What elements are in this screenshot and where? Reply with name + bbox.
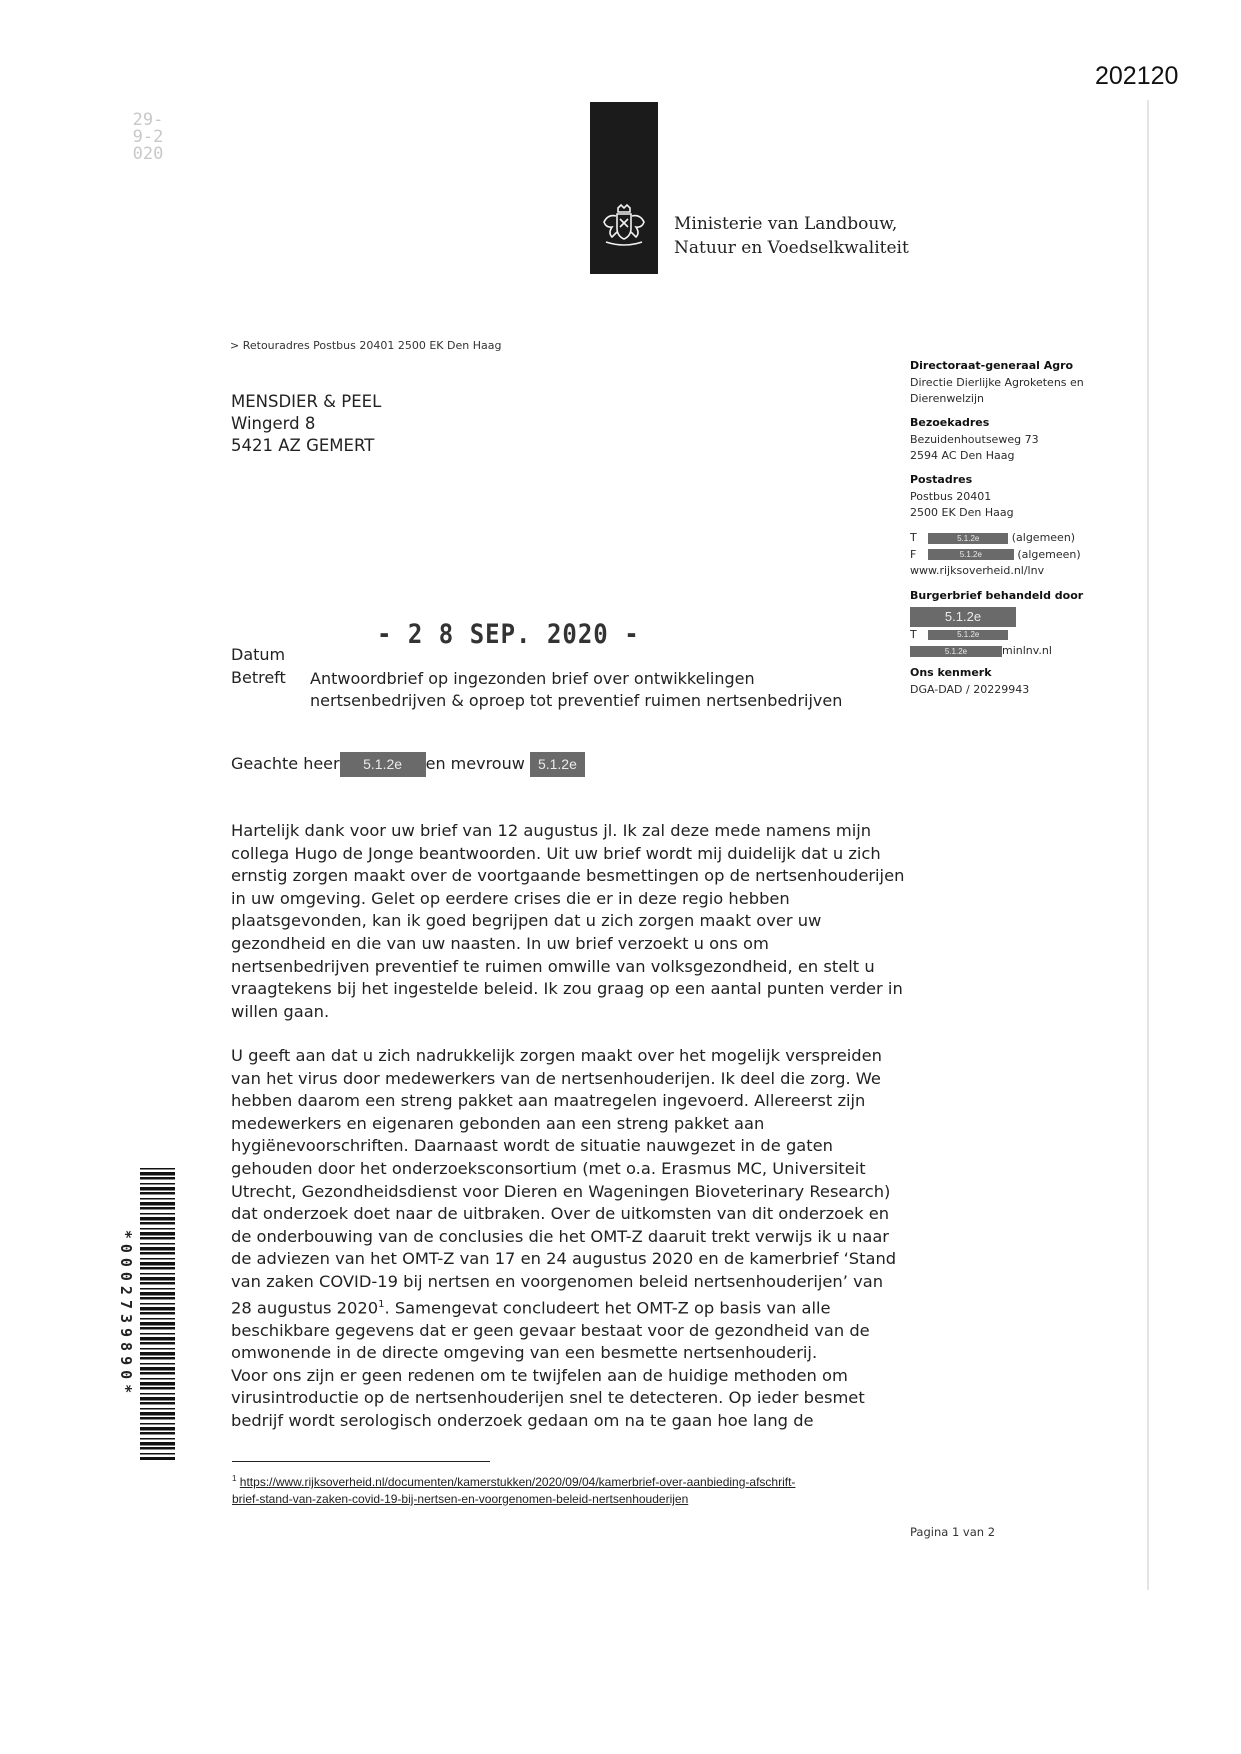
barcode-bar [140, 1243, 175, 1245]
recipient-address [231, 391, 381, 457]
p1-line: plaatsgevonden, kan ik goed begrijpen dat u zich zorgen maakt over uw [231, 911, 822, 931]
handler-phone-row [910, 627, 1150, 644]
sidebar-department [910, 358, 1150, 408]
barcode-bar [140, 1447, 175, 1450]
department-sub1: Directie Dierlijke Agroketens en [910, 375, 1084, 389]
visit-address-line2: 2594 AC Den Haag [910, 449, 1015, 462]
barcode-bar [140, 1228, 175, 1230]
postal-address-line2: 2500 EK Den Haag [910, 506, 1014, 519]
barcode-bar [140, 1438, 175, 1440]
crest-icon [598, 202, 650, 250]
p1-line: gezondheid en die van uw naasten. In uw brief verzoekt u ons om [231, 933, 769, 953]
barcode-bar [140, 1427, 175, 1431]
footnote-number: 1 [232, 1474, 237, 1483]
barcode-bar [140, 1192, 175, 1195]
barcode-bar [140, 1297, 175, 1300]
date-stamp: - 2 8 SEP. 2020 - [377, 618, 640, 650]
handled-by-title: Burgerbrief behandeld door [910, 589, 1084, 602]
salutation-part2: en mevrouw [425, 754, 525, 773]
p2-line: U geeft aan dat u zich nadrukkelijk zorgen maakt over het mogelijk verspreiden [231, 1046, 882, 1065]
betreft-label: Betreft [231, 668, 286, 687]
barcode-bar [140, 1307, 175, 1311]
fax-suffix: (algemeen) [1017, 547, 1081, 561]
barcode-bar [140, 1322, 175, 1326]
ministry-line2: Natuur en Voedselkwaliteit [674, 238, 909, 258]
fax-redaction: 5.1.2e [928, 549, 1014, 560]
p2-line-footnote-ref [231, 1294, 911, 1320]
department-title: Directoraat-generaal Agro [910, 359, 1074, 372]
sidebar-visit-address [910, 415, 1150, 465]
scan-edge-line [1147, 100, 1149, 1590]
barcode-bar [140, 1247, 175, 1251]
p1-line: willen gaan. [231, 1001, 330, 1021]
footnote-divider [232, 1461, 490, 1462]
betreft-line2: nertsenbedrijven & oproep tot preventief ruimen nertsenbedrijven [310, 691, 843, 710]
department-sub2: Dierenwelzijn [910, 392, 984, 405]
p1-line: collega Hugo de Jonge beantwoorden. Uit uw brief wordt mij duidelijk dat u zich [231, 843, 881, 863]
fax-prefix: F [910, 547, 917, 561]
barcode-bar [140, 1292, 175, 1296]
barcode-bar [140, 1267, 175, 1270]
barcode-bar [140, 1372, 175, 1375]
barcode-bar [140, 1252, 175, 1255]
barcode-bar [140, 1382, 175, 1386]
datum-label: Datum [231, 645, 286, 664]
p2-line: virusintroductie op de nertsenhouderijen snel te detecteren. Op ieder besmet [231, 1388, 865, 1408]
postal-address-title: Postadres [910, 473, 973, 486]
phone-redaction: 5.1.2e [928, 533, 1008, 544]
paragraph-2 [231, 1045, 911, 1433]
footnote-link-line1[interactable]: https://www.rijksoverheid.nl/documenten/kamerstukken/2020/09/04/kamerbrief-over-aanbieding-afschrift- [239, 1475, 796, 1489]
barcode-bar [140, 1327, 175, 1330]
barcode-bar [140, 1198, 175, 1200]
phone-prefix: T [910, 531, 917, 544]
barcode-bar [140, 1172, 175, 1176]
p2-line: dat onderzoek doet naar de uitbraken. Over de uitkomsten van dit onderzoek en [231, 1204, 890, 1224]
p2-line12-post: . Samengevat concludeert het OMT-Z op basis van alle [384, 1297, 831, 1317]
barcode-bar [140, 1207, 175, 1210]
p1-line: in uw omgeving. Gelet op eerdere crises die er in deze regio hebben [231, 888, 790, 908]
barcode-bar [140, 1457, 175, 1460]
p2-line: omwonende in de directe omgeving van een besmette nertsenhouderij. [231, 1343, 818, 1363]
sidebar-postal-address [910, 472, 1150, 522]
barcode-bar [140, 1318, 175, 1320]
barcode-bar [140, 1393, 175, 1395]
barcode-bar [140, 1282, 175, 1285]
salutation [231, 752, 585, 777]
barcode-bar [140, 1177, 175, 1180]
p2-line: gehouden door het onderzoeksconsortium (met o.a. Erasmus MC, Universiteit [231, 1158, 866, 1178]
barcode-bar [140, 1397, 175, 1401]
rijksoverheid-logo [590, 102, 658, 274]
barcode-bar [140, 1258, 175, 1260]
salutation-redaction-2: 5.1.2e [530, 752, 585, 777]
barcode-bar [140, 1408, 175, 1410]
betreft-subject [310, 668, 842, 712]
ministry-line1: Ministerie van Landbouw, [674, 214, 898, 234]
handler-phone-redaction: 5.1.2e [928, 630, 1008, 640]
received-date-stamp: 29-9-2020 [132, 110, 164, 164]
p2-line: de adviezen van het OMT-Z van 17 en 24 augustus 2020 en de kamerbrief ‘Stand [231, 1249, 897, 1269]
barcode-bar [140, 1352, 175, 1356]
barcode [117, 1168, 175, 1460]
betreft-line1: Antwoordbrief op ingezonden brief over ontwikkelingen [310, 669, 755, 688]
p2-line: van het virus door medewerkers van de nertsenhouderijen. Ik deel die zorg. We [231, 1068, 881, 1088]
handler-redaction: 5.1.2e [910, 607, 1016, 627]
barcode-bar [140, 1333, 175, 1335]
p2-line: hygiënevoorschriften. Daarnaast wordt de situatie nauwgezet in de gaten [231, 1136, 833, 1156]
p2-line: beschikbare gegevens dat er geen gevaar bestaat voor de gezondheid van de [231, 1320, 870, 1340]
barcode-bar [140, 1273, 175, 1275]
visit-address-line1: Bezuidenhoutseweg 73 [910, 432, 1039, 446]
footnote-link-line2[interactable]: brief-stand-van-zaken-covid-19-bij-nertsen-en-voorgenomen-beleid-nertsenhouderijen [232, 1492, 689, 1506]
barcode-bar [140, 1453, 175, 1455]
barcode-bar [140, 1423, 175, 1425]
barcode-bar [140, 1213, 175, 1215]
visit-address-title: Bezoekadres [910, 416, 990, 429]
barcode-bar [140, 1237, 175, 1240]
website-link[interactable]: www.rijksoverheid.nl/lnv [910, 564, 1045, 577]
barcode-bar [140, 1378, 175, 1380]
barcode-bar [140, 1202, 175, 1206]
handler-phone-prefix: T [910, 627, 917, 641]
barcode-bar [140, 1168, 175, 1170]
barcode-bar [140, 1387, 175, 1390]
barcode-bar [140, 1348, 175, 1350]
barcode-bar [140, 1432, 175, 1435]
recipient-street: Wingerd 8 [231, 414, 316, 433]
recipient-name: MENSDIER & PEEL [231, 392, 382, 411]
barcode-bar [140, 1442, 175, 1446]
salutation-redaction-1: 5.1.2e [340, 752, 426, 777]
document-number: 202120 [1095, 62, 1179, 90]
recipient-city: 5421 AZ GEMERT [231, 436, 375, 455]
phone-suffix: (algemeen) [1011, 531, 1076, 544]
reference-value: DGA-DAD / 20229943 [910, 682, 1030, 696]
return-address: > Retouradres Postbus 20401 2500 EK Den Haag [230, 339, 502, 352]
ministry-name [674, 212, 909, 260]
p2-line: Voor ons zijn er geen redenen om te twijfelen aan de huidige methoden om [231, 1365, 848, 1385]
paragraph-1 [231, 820, 911, 1023]
phone-row [910, 530, 1150, 547]
barcode-text: *0002739890* [117, 1229, 135, 1399]
barcode-bar [140, 1412, 175, 1416]
p2-line: van zaken COVID-19 bij nertsen en voorgenomen beleid nertsenhouderijen’ van [231, 1271, 884, 1291]
footnote [232, 1470, 912, 1508]
p1-line: nertsenbedrijven preventief te ruimen omwille van volksgezondheid, en stelt u [231, 956, 875, 976]
reference-title: Ons kenmerk [910, 666, 992, 679]
sidebar-reference [910, 665, 1150, 698]
barcode-bar [140, 1357, 175, 1360]
barcode-bar [140, 1367, 175, 1371]
postal-address-line1: Postbus 20401 [910, 489, 992, 503]
barcode-bar [140, 1217, 175, 1221]
barcode-bar [140, 1342, 175, 1345]
barcode-bar [140, 1187, 175, 1191]
page-number: Pagina 1 van 2 [910, 1525, 996, 1539]
sidebar-handled-by [910, 588, 1150, 660]
p2-line: Utrecht, Gezondheidsdienst voor Dieren en Wageningen Bioveterinary Research) [231, 1181, 891, 1201]
sidebar-contact [910, 530, 1150, 580]
salutation-part1: Geachte heer [231, 754, 340, 773]
p2-line: de onderbouwing van de conclusies die het OMT-Z daaruit trekt verwijs ik u naar [231, 1226, 889, 1246]
barcode-bar [140, 1222, 175, 1225]
p1-line: vraagtekens bij het ingestelde beleid. Ik zou graag op een aantal punten verder in [231, 979, 903, 999]
barcode-bar [140, 1402, 175, 1405]
barcode-bar [140, 1277, 175, 1281]
handler-mail-suffix: minlnv.nl [1002, 644, 1052, 657]
p2-line: medewerkers en eigenaren gebonden aan een streng pakket aan [231, 1113, 765, 1133]
handler-mail-row [910, 643, 1150, 660]
p2-line: hebben daarom een streng pakket aan maatregelen ingevoerd. Allereerst zijn [231, 1091, 866, 1111]
barcode-bar [140, 1262, 175, 1266]
barcode-bar [140, 1232, 175, 1236]
barcode-bar [140, 1337, 175, 1341]
barcode-bar [140, 1303, 175, 1305]
barcode-bar [140, 1312, 175, 1315]
barcode-bar [140, 1288, 175, 1290]
barcode-bar [140, 1363, 175, 1365]
footnote-ref[interactable]: 1 [378, 1298, 385, 1310]
p1-line: Hartelijk dank voor uw brief van 12 augustus jl. Ik zal deze mede namens mijn [231, 821, 872, 840]
barcode-bar [140, 1183, 175, 1185]
fax-row [910, 547, 1150, 564]
handler-mail-redaction: 5.1.2e [910, 646, 1002, 657]
p2-line: bedrijf wordt serologisch onderzoek gedaan om na te gaan hoe lang de [231, 1410, 814, 1430]
p1-line: ernstig zorgen maakt over de voortgaande besmettingen op de nertsenhouderijen [231, 866, 905, 886]
p2-line12-pre: 28 augustus 2020 [231, 1297, 379, 1317]
barcode-bar [140, 1417, 175, 1420]
